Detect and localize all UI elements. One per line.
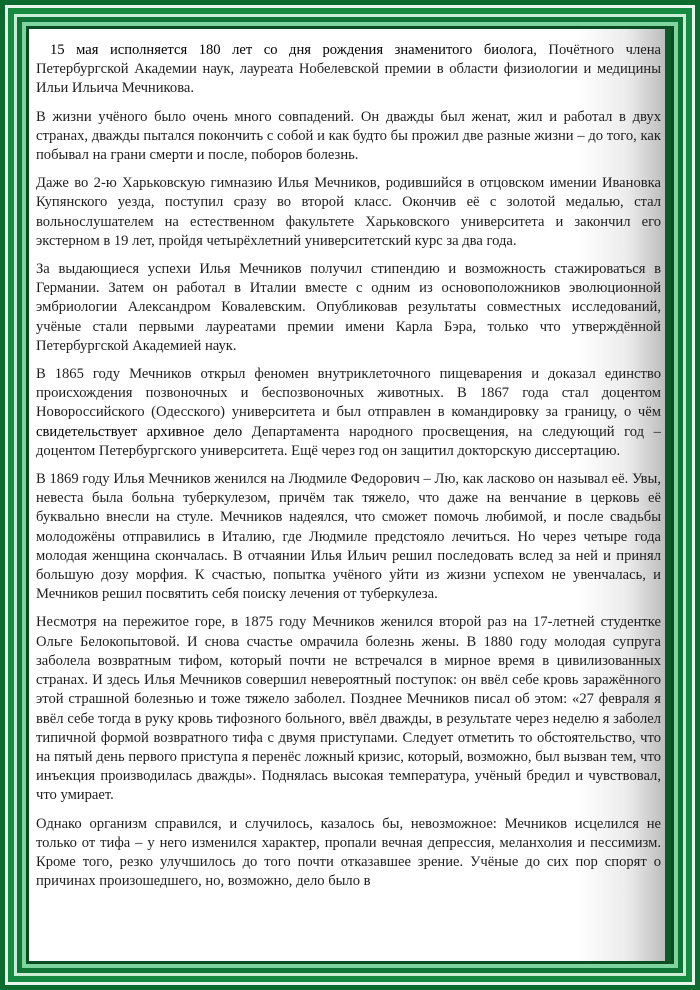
paragraph: В 1869 году Илья Мечников женился на Людмиле Федорович – Лю, как ласково он называл её. Увы, невеста была больна туберкулезом, причём так тяжело, что даже на венчание в церковь её буквально внесли на стуле. Мечников надеялся, что сможет помочь любимой, и после свадьбы молодожёны отправились в Италию, где Людмиле предстояло лечиться. Но через четыре года молодая женщина скончалась. В отчаянии Илья Ильич решил последовать вслед за ней и принял большую дозу морфия. К счастью, попытка учёного уйти из жизни успехом не увенчалась, и Мечников решил посвятить себя поиску лечения от туберкулеза. (36, 471, 661, 603)
article-page (29, 29, 665, 961)
archive-link[interactable]: свидетельствует архивное дело (36, 423, 243, 440)
paragraph: Несмотря на пережитое горе, в 1875 году Мечников женился второй раз на 17-летней студентке Ольге Белокопытовой. И снова счастье омрачила болезнь жены. В 1880 году молодая супруга заболела возвратным тифом, который почти не встречался в мирное время в цивилизованных странах. И здесь Илья Мечников совершил невероятный поступок: он ввёл себе кровь заражённого этой страшной болезнью и тоже тяжело заболел. Позднее Мечников писал об этом: «27 февраля я ввёл себе тогда в руку кровь тифозного больного, ввёл дважды, в результате через неделю я заболел типичной формой возвратного тифа с двумя приступами. Следует отметить то обстоятельство, что на пятый день первого приступа я перенёс ложный кризис, который, возможно, был вызван тем, что инъекция производилась дважды». Поднялась высокая температура, учёный бредил и чувствовал, что умирает. (36, 614, 661, 804)
paragraph: В жизни учёного было очень много совпадений. Он дважды был женат, жил и работал в двух странах, дважды пытался покончить с собой и как будто бы прожил две разные жизни – до того, как побывал на грани смерти и после, поборов болезнь. (36, 108, 661, 164)
paragraph: В 1865 году Мечников открыл феномен внутриклеточного пищеварения и доказал единство происхождения позвоночных и беспозвоночных животных. В 1867 года стал доцентом Новороссийского (Одесского) университета и был отправлен в командировку за границу, о чём свидетельствует архивное дело Департамента народного просвещения, на следующий год – доцентом Петербургского университета. Ещё через год он защитил докторскую диссертацию. (36, 366, 661, 459)
intro-link[interactable]: 15 мая исполняется 180 лет со дня рождения знаменитого биолога (50, 42, 534, 58)
paragraph: Однако организм справился, и случилось, казалось бы, невозможное: Мечников исцелился не только от тифа – у него изменился характер, пропали вечная депрессия, меланхолия и пессимизм. Кроме того, резко улучшилось до того почти отказавшее зрение. Учёные до сих пор спорят о причинах произошедшего, но, возможно, дело было в (36, 815, 661, 890)
paragraph: Даже во 2-ю Харьковскую гимназию Илья Мечников, родившийся в отцовском имении Ивановка Купянского уезда, поступил сразу во второй класс. Окончив её с золотой медалью, стал вольнослушателем на естественном факультете Харьковского университета и закончил его экстерном в 19 лет, пройдя четырёхлетний университетский курс за два года. (36, 175, 661, 249)
paragraph: За выдающиеся успехи Илья Мечников получил стипендию и возможность стажироваться в Германии. Затем он работал в Италии вместе с одним из основоположников эволюционной эмбриологии Александром Ковалевским. Опубликовав результаты совместных исследований, учёные стали первыми лауреатами премии имени Карла Бэра, только что утверждённой Петербургской Академией наук. (36, 261, 661, 354)
intro-paragraph: 15 мая исполняется 180 лет со дня рождения знаменитого биолога, Почётного члена Петербургской Академии наук, лауреата Нобелевской премии в области физиологии и медицины Ильи Ильича Мечникова. (36, 42, 661, 97)
